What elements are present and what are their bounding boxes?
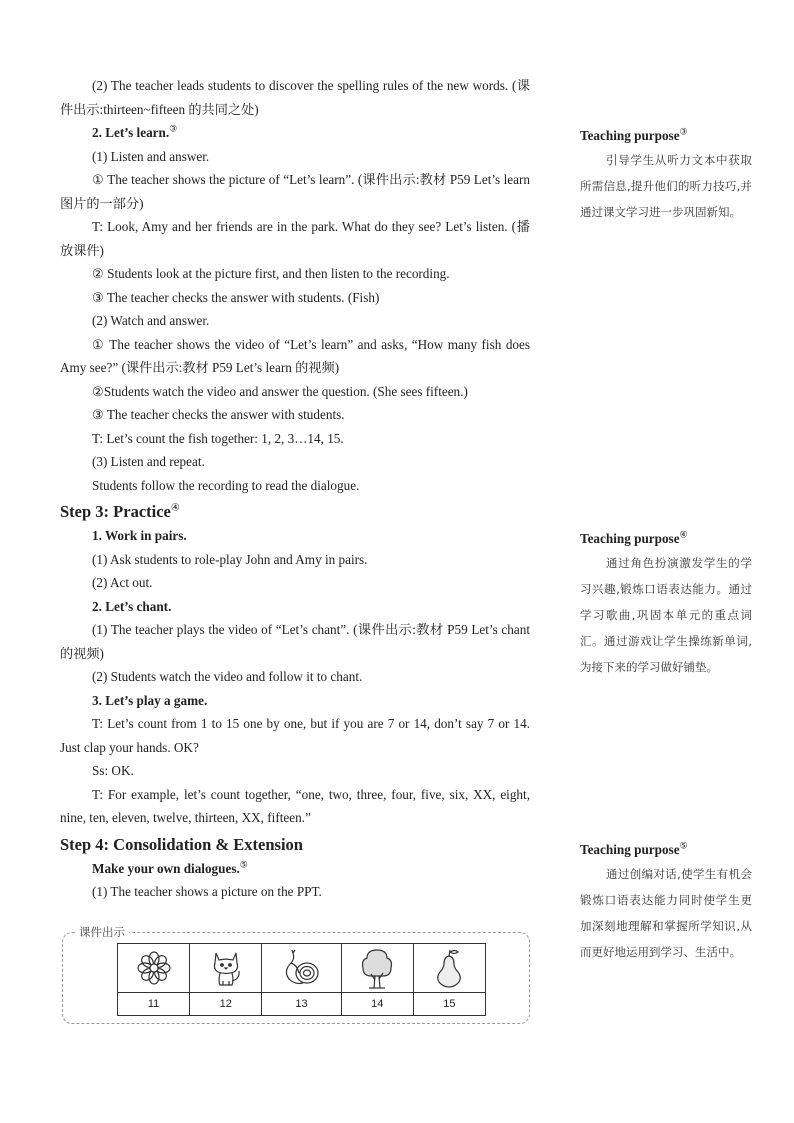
teaching-purpose-4: [580, 531, 752, 680]
learn-step-2d: T: Let’s count the fish together: 1, 2, 3…14, 15.: [92, 430, 344, 446]
pear-icon: [429, 947, 469, 989]
learn-step-3a: Students follow the recording to read the dialogue.: [92, 477, 360, 493]
note-marker-3: ③: [169, 123, 178, 134]
onion-icon: [279, 947, 323, 989]
teaching-purpose-text: 引导学生从听力文本中获取所需信息,提升他们的听力技巧,并通过课文学习进一步巩固新知。: [580, 153, 752, 219]
learn-watch-answer: (2) Watch and answer.: [92, 313, 210, 328]
learn-step-2b: ②Students watch the video and answer the question. (She sees fifteen.): [92, 383, 468, 399]
flower-icon: [134, 948, 174, 988]
game-step-1: T: Let’s count from 1 to 15 one by one, but if you are 7 or 14, don’t say 7 or 14. Just clap your hands. OK?: [60, 716, 530, 755]
note-marker: ③: [679, 126, 688, 137]
courseware-label: 课件出示: [75, 924, 129, 940]
learn-step-1c: ② Students look at the picture first, and then listen to the recording.: [92, 266, 450, 281]
chant-step-1: (1) The teacher plays the video of “Let’s chant”. (课件出示:教材 P59 Let’s chant 的视频): [60, 622, 530, 661]
number-cell: 12: [190, 993, 262, 1016]
learn-listen-repeat: (3) Listen and repeat.: [92, 454, 205, 469]
picture-cell: [262, 944, 341, 993]
game-step-3: T: For example, let’s count together, “one, two, three, four, five, six, XX, eight, nine, ten, eleven, twelve, thirteen, XX, fifteen.”: [60, 786, 530, 825]
section-lets-learn: [60, 121, 530, 145]
note-marker: ⑤: [679, 840, 688, 851]
learn-listen-answer: (1) Listen and answer.: [92, 148, 210, 164]
teaching-purpose-title: [580, 531, 752, 547]
section-make-dialogues: [60, 857, 530, 881]
section-make-dialogues-title: Make your own dialogues.: [92, 860, 240, 876]
section-lets-chant: 2. Let’s chant.: [92, 598, 172, 614]
lesson-content: [60, 74, 530, 904]
teaching-purpose-label: Teaching purpose: [580, 842, 680, 857]
number-cell: 11: [118, 993, 190, 1016]
picture-cell: [118, 944, 190, 993]
learn-step-2c: ③ The teacher checks the answer with students.: [92, 407, 345, 422]
teaching-purpose-label: Teaching purpose: [580, 531, 680, 546]
learn-step-2a: ① The teacher shows the video of “Let’s learn” and asks, “How many fish does Amy see?” (课件出示:教材 P59 Let’s learn 的视频): [60, 336, 530, 375]
section-lets-learn-title: 2. Let’s learn.: [92, 125, 170, 140]
step3-heading: [60, 499, 530, 524]
number-cell: 13: [262, 993, 341, 1016]
picture-cell: [413, 944, 485, 993]
spelling-rules-paragraph: (2) The teacher leads students to discover the spelling rules of the new words. (课件出示:thirteen~fifteen 的共同之处): [60, 78, 530, 117]
note-marker-5: ⑤: [239, 859, 248, 870]
teaching-purpose-label: Teaching purpose: [580, 128, 680, 143]
number-cell: 15: [413, 993, 485, 1016]
note-marker-4: ④: [170, 502, 180, 514]
teaching-purpose-title: [580, 128, 752, 144]
teaching-purpose-text: 通过角色扮演激发学生的学习兴趣,锻炼口语表达能力。通过学习歌曲,巩固本单元的重点词汇。通过游戏让学生操练新单词,为接下来的学习做好铺垫。: [580, 556, 752, 674]
number-picture-table: [117, 943, 486, 1016]
step3-title: Step 3: Practice: [60, 502, 171, 521]
teaching-purpose-title: [580, 842, 752, 858]
teaching-purpose-text: 通过创编对话,使学生有机会锻炼口语表达能力同时使学生更加深刻地理解和掌握所学知识,从而更好地运用到学习、生活中。: [580, 867, 752, 959]
learn-step-1d: ③ The teacher checks the answer with students. (Fish): [92, 289, 380, 305]
chant-step-2: (2) Students watch the video and follow it to chant.: [92, 669, 363, 684]
section-play-game: 3. Let’s play a game.: [92, 692, 208, 708]
section-work-in-pairs: 1. Work in pairs.: [92, 528, 187, 543]
dialogues-step-1: (1) The teacher shows a picture on the PPT.: [92, 884, 322, 899]
step4-heading: Step 4: Consolidation & Extension: [60, 834, 303, 854]
number-cell: 14: [341, 993, 413, 1016]
teaching-purpose-3: [580, 128, 752, 225]
teaching-purpose-5: [580, 842, 752, 965]
note-marker: ④: [679, 529, 688, 540]
game-step-2: Ss: OK.: [92, 763, 134, 778]
courseware-frame: [62, 925, 530, 1024]
pairs-step-2: (2) Act out.: [92, 575, 153, 590]
tree-icon: [357, 946, 397, 990]
cat-icon: [206, 947, 246, 989]
pairs-step-1: (1) Ask students to role-play John and Amy in pairs.: [92, 551, 368, 567]
learn-step-1b: T: Look, Amy and her friends are in the park. What do they see? Let’s listen. (播放课件): [60, 219, 530, 258]
learn-step-1a: ① The teacher shows the picture of “Let’s learn”. (课件出示:教材 P59 Let’s learn 图片的一部分): [60, 172, 530, 211]
picture-cell: [190, 944, 262, 993]
picture-cell: [341, 944, 413, 993]
